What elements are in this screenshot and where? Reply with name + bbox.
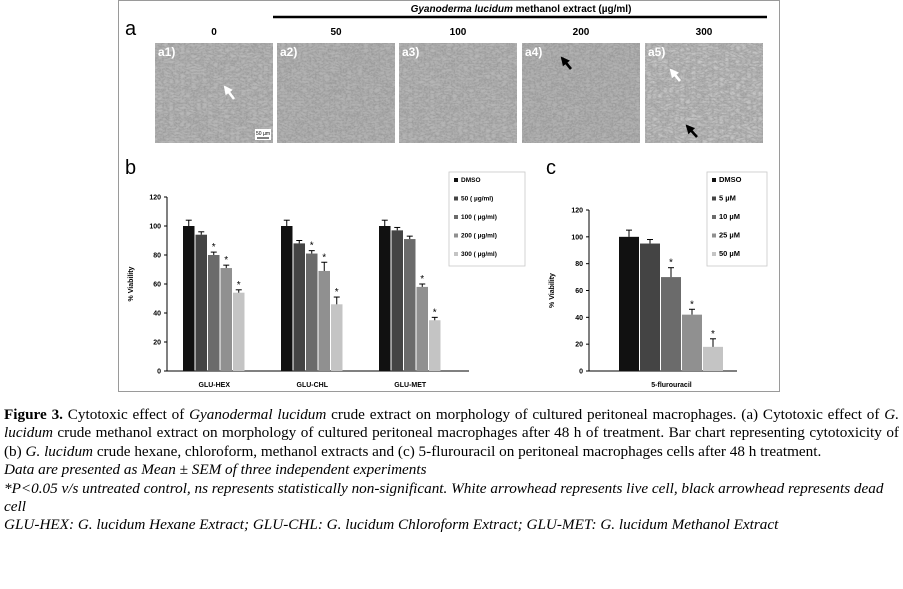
significance-marker: * — [309, 240, 314, 252]
caption-note-significance: *P<0.05 v/s untreated control, ns represents statistically non-significant. White arrowhead represents live cell, black arrowhead represents dead cell — [4, 479, 884, 516]
y-tick-label: 20 — [153, 339, 161, 347]
figure-panel — [118, 0, 780, 392]
bar — [233, 293, 245, 371]
y-tick-label: 0 — [157, 368, 161, 376]
y-tick-label: 40 — [153, 310, 161, 318]
legend-entry: 10 µM — [719, 212, 740, 221]
legend-swatch — [712, 178, 716, 182]
micrograph-tile — [155, 43, 273, 143]
bar — [619, 237, 639, 371]
significance-marker: * — [420, 274, 425, 285]
legend-entry: 50 ( µg/ml) — [461, 195, 494, 203]
legend-entry: 300 ( µg/ml) — [461, 251, 497, 258]
legend-swatch — [454, 252, 458, 256]
y-tick-label: 60 — [575, 288, 583, 295]
micrograph-tile — [399, 43, 517, 143]
caption-note-abbreviations: GLU-HEX: G. lucidum Hexane Extract; GLU-CHL: G. lucidum Chloroform Extract; GLU-MET: G. lucidum Methanol Extract — [4, 516, 779, 534]
legend-swatch — [712, 252, 716, 256]
concentration-label: 0 — [211, 27, 217, 38]
chart-legend — [449, 172, 525, 266]
bar — [306, 254, 318, 371]
concentration-label: 300 — [695, 27, 713, 38]
bar — [294, 243, 306, 371]
significance-marker: * — [432, 307, 437, 319]
y-tick-label: 0 — [579, 368, 583, 376]
bar — [404, 239, 416, 371]
significance-marker: * — [669, 257, 673, 269]
legend-entry: 25 µM — [719, 230, 740, 240]
y-tick-label: 80 — [153, 252, 161, 260]
bar — [429, 320, 441, 371]
bar — [682, 315, 702, 371]
extract-header-title: Gyanoderma lucidum methanol extract (µg/ml) — [410, 4, 632, 15]
legend-swatch — [712, 234, 716, 238]
bar — [417, 287, 429, 371]
y-tick-label: 100 — [149, 223, 161, 231]
y-tick-label: 100 — [571, 234, 583, 242]
concentration-label: 100 — [449, 27, 467, 38]
legend-swatch — [712, 197, 716, 201]
bar — [392, 230, 404, 371]
bar — [640, 244, 660, 371]
category-label: 5-flurouracil — [651, 382, 692, 389]
panel-c-letter: c — [546, 157, 556, 179]
scale-bar — [255, 129, 271, 140]
micrograph-tile — [645, 43, 763, 143]
bar — [281, 226, 293, 371]
bar — [183, 226, 195, 371]
y-tick-label: 20 — [575, 341, 583, 349]
legend-entry: 50 µM — [719, 249, 740, 258]
svg-text:50 µm: 50 µm — [256, 131, 270, 137]
bar — [221, 268, 233, 371]
legend-entry: DMSO — [461, 177, 481, 184]
concentration-label: 50 — [330, 27, 342, 38]
figure-canvas — [119, 1, 781, 393]
tile-label: a3) — [402, 45, 420, 59]
significance-marker: * — [224, 255, 229, 267]
micrograph-tile — [522, 43, 640, 143]
bar — [208, 255, 220, 371]
caption-note-data: Data are presented as Mean ± SEM of three independent experiments — [4, 461, 427, 479]
legend-swatch — [712, 215, 716, 219]
figure-caption — [4, 406, 899, 535]
legend-entry: DMSO — [719, 175, 742, 184]
viability-chart-5fu — [549, 172, 767, 389]
panel-a-letter: a — [125, 18, 137, 40]
tile-label: a4) — [525, 45, 543, 59]
bar — [703, 347, 723, 371]
bar — [319, 271, 331, 371]
tile-label: a1) — [158, 45, 176, 59]
y-tick-label: 120 — [571, 207, 583, 215]
caption-main: Figure 3. Cytotoxic effect of Gyanodermal lucidum crude extract on morphology of cultured peritoneal macrophages. (a) Cytotoxic effect of G. lucidum crude methanol extract on morphology of cultured peritoneal macrophages after 48 h of treatment. Bar chart representing cytotoxicity of (b) G. lucidum crude hexane, chloroform, methanol extracts and (c) 5-flurouracil on peritoneal macrophages cells after 48 h treatment. — [4, 406, 900, 460]
concentration-label: 200 — [572, 27, 590, 38]
legend-entry: 5 µM — [719, 193, 736, 203]
y-axis-label: % Viability — [128, 266, 135, 302]
bar — [661, 277, 681, 371]
bar — [196, 235, 208, 371]
y-tick-label: 80 — [575, 261, 583, 269]
tile-label: a5) — [648, 45, 666, 59]
legend-swatch — [454, 197, 458, 201]
legend-swatch — [454, 215, 458, 219]
significance-marker: * — [322, 252, 327, 264]
viability-chart-extracts — [128, 172, 525, 389]
figure-label: Figure 3. — [4, 406, 63, 423]
significance-marker: * — [211, 242, 216, 254]
y-tick-label: 120 — [149, 194, 161, 202]
tile-label: a2) — [280, 45, 298, 59]
legend-swatch — [454, 178, 458, 182]
legend-swatch — [454, 234, 458, 238]
significance-marker: * — [711, 328, 715, 340]
legend-entry: 200 ( µg/ml) — [461, 232, 497, 240]
micrograph-tile — [277, 43, 395, 143]
significance-marker: * — [236, 279, 241, 291]
y-tick-label: 40 — [575, 314, 583, 322]
category-label: GLU-MET — [394, 382, 427, 389]
y-axis-label: % Viability — [549, 273, 556, 308]
category-label: GLU-CHL — [296, 382, 328, 389]
bar — [379, 226, 391, 371]
bar — [331, 304, 343, 371]
panel-b-letter: b — [125, 157, 137, 179]
chart-legend — [707, 172, 767, 266]
legend-entry: 100 ( µg/ml) — [461, 214, 497, 221]
category-label: GLU-HEX — [198, 382, 230, 389]
y-tick-label: 60 — [153, 281, 161, 289]
significance-marker: * — [334, 287, 339, 299]
significance-marker: * — [690, 299, 694, 311]
